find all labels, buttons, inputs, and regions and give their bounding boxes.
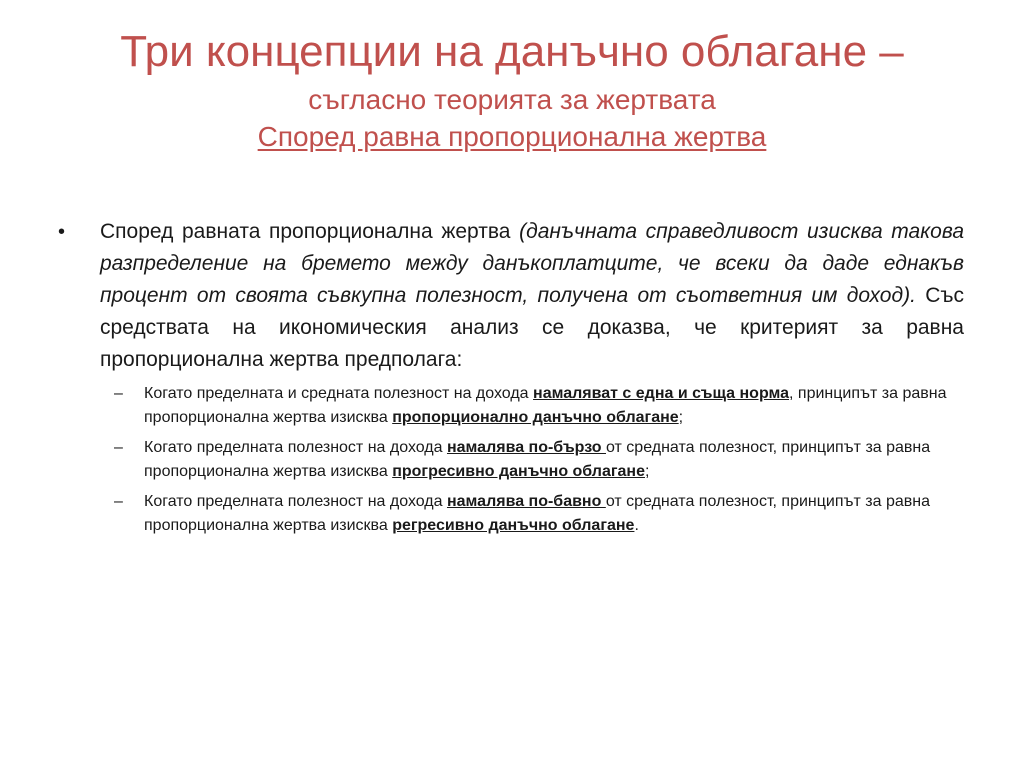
sub-bullet-text: ; (644, 463, 650, 480)
slide-content (56, 216, 964, 544)
sub-bullet-text: . (634, 517, 639, 534)
main-bullet-text-a: Според равната пропорционална жертва (100, 220, 520, 243)
sub-bullet (56, 436, 964, 484)
sub-bullet-list (56, 382, 964, 538)
sub-bullet-text: Когато пределната и средната полезност на дохода (144, 385, 534, 402)
sub-bullet-text: , принципът за равна пропорционална жертва изисква (144, 385, 947, 426)
main-bullet-italic: (данъчната справедливост изисква такова разпределение на бремето между данъкоплатците, че всеки да даде еднакъв процент от своята съвкупна полезност, получена от съответния им доход). (100, 220, 964, 307)
slide-subtitle: съгласно теорията за жертвата (308, 84, 716, 115)
sub-bullet-emphasis: намалява по-бързо (446, 439, 606, 456)
sub-bullet-text: Когато пределната полезност на дохода (144, 439, 447, 456)
main-bullet-text-b: Със средствата на икономическия анализ се доказва, че критерият за равна пропорционална жертва предполага: (100, 284, 964, 371)
slide-title: Три концепции на данъчно облагане – (120, 27, 904, 76)
dash-marker: – (114, 439, 123, 456)
sub-bullet-emphasis: намаляват с една и съща норма (533, 385, 790, 402)
sub-bullet-emphasis: пропорционално данъчно облагане (392, 409, 679, 426)
bullet-marker: • (58, 221, 66, 243)
title-block (40, 24, 984, 156)
main-bullet (56, 216, 964, 376)
slide-subtitle-underlined: Според равна пропорционална жертва (257, 121, 767, 152)
sub-bullet-text: от средната полезност, принципът за равна пропорционална жертва изисква (144, 439, 931, 480)
sub-bullet-text: от средната полезност, принципът за равна пропорционална жертва изисква (144, 493, 930, 534)
sub-bullet-text: ; (678, 409, 684, 426)
sub-bullet (56, 382, 964, 430)
sub-bullet (56, 490, 964, 538)
dash-marker: – (114, 385, 123, 402)
dash-marker: – (114, 493, 123, 510)
sub-bullet-text: Когато пределната полезност на дохода (144, 493, 447, 510)
sub-bullet-emphasis: намалява по-бавно (446, 493, 606, 510)
sub-bullet-emphasis: регресивно данъчно облагане (392, 517, 635, 534)
sub-bullet-emphasis: прогресивно данъчно облагане (392, 463, 645, 480)
